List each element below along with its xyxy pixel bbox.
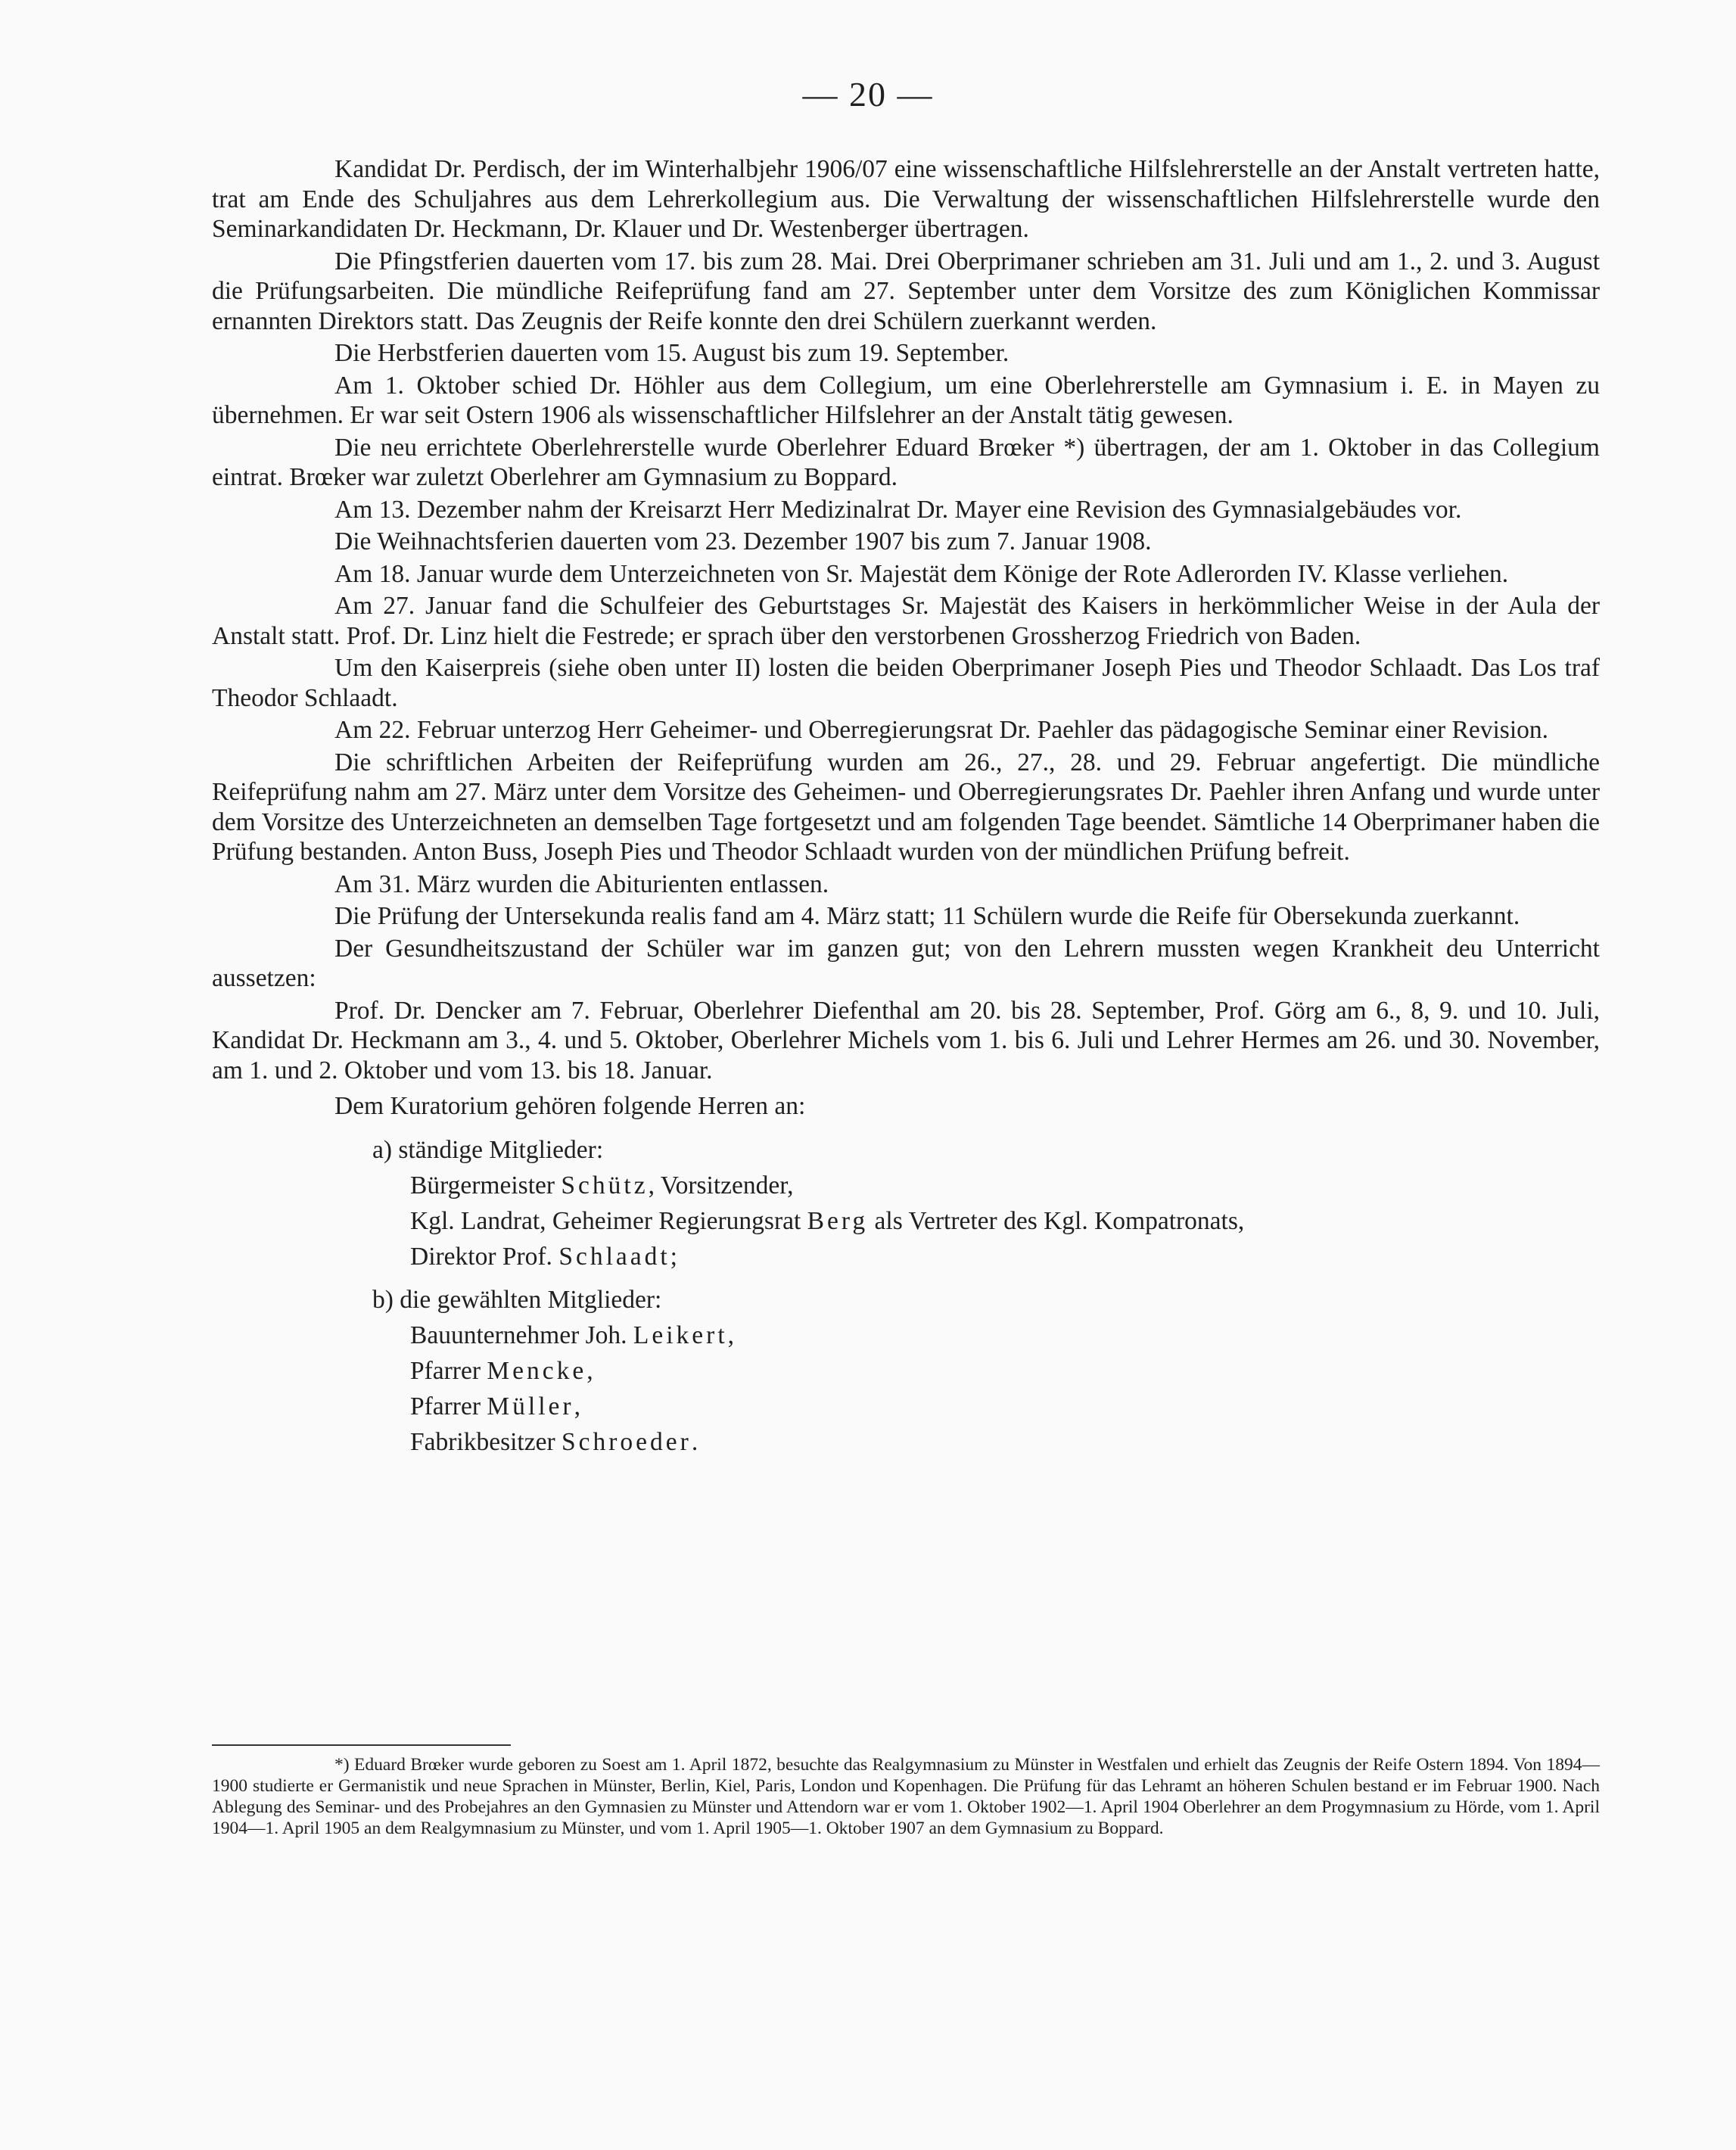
- member-entry: [212, 1239, 1600, 1274]
- body-text: [212, 154, 1600, 1467]
- elected-members-label: b) die gewählten Mitglieder:: [372, 1285, 662, 1314]
- member-entry: [212, 1424, 1600, 1460]
- paragraph: Die Pfingstferien dauerten vom 17. bis zum 28. Mai. Drei Oberprimaner schrieben am 31. Juli und am 1., 2. und 3. August die Prüfungsarbeiten. Die mündliche Reifeprüfung fand am 27. September unter dem Vorsitze des zum Königlichen Kommissar ernannten Direktors statt. Das Zeugnis der Reife konnte den drei Schülern zuerkannt werden.: [212, 247, 1600, 335]
- paragraph: Am 1. Oktober schied Dr. Höhler aus dem Collegium, um eine Oberlehrerstelle am Gymnasium i. E. in Mayen zu übernehmen. Er war seit Ostern 1906 als wissenschaftlicher Hilfslehrer an der Anstalt tätig gewesen.: [212, 371, 1600, 429]
- member-suffix: ,: [574, 1392, 580, 1420]
- paragraph: Am 27. Januar fand die Schulfeier des Geburtstages Sr. Majestät des Kaisers in herkömmlicher Weise in der Aula der Anstalt statt. Prof. Dr. Linz hielt die Festrede; er sprach über den verstorbenen Grossherzog Friedrich von Baden.: [212, 592, 1600, 650]
- member-name: Leikert: [633, 1321, 728, 1349]
- member-suffix: ;: [670, 1242, 677, 1271]
- member-name: Müller: [487, 1392, 574, 1420]
- paragraph: Kandidat Dr. Perdisch, der im Winterhalbjehr 1906/07 eine wissenschaftliche Hilfslehrerstelle an der Anstalt vertreten hatte, trat am Ende des Schuljahres aus dem Lehrerkollegium aus. Die Verwaltung der wissenschaftlichen Hilfslehrerstelle wurde den Seminarkandidaten Dr. Heckmann, Dr. Klauer und Dr. Westenberger übertragen.: [212, 155, 1600, 243]
- footnote-divider: [212, 1744, 511, 1746]
- standing-members-label: a) ständige Mitglieder:: [372, 1135, 604, 1164]
- member-role: Direktor Prof.: [410, 1242, 559, 1271]
- footnote: [212, 1754, 1600, 1839]
- member-name: Berg: [807, 1206, 869, 1235]
- member-name: Schlaadt: [558, 1242, 670, 1271]
- paragraph: Am 22. Februar unterzog Herr Geheimer- und Oberregierungsrat Dr. Paehler das pädagogische Seminar einer Revision.: [334, 716, 1549, 744]
- paragraph: Die Weihnachtsferien dauerten vom 23. Dezember 1907 bis zum 7. Januar 1908.: [334, 527, 1152, 555]
- member-entry: [212, 1203, 1600, 1239]
- member-role: Bürgermeister: [410, 1171, 562, 1199]
- paragraph: Die neu errichtete Oberlehrerstelle wurde Oberlehrer Eduard Brœker *) übertragen, der am 1. Oktober in das Collegium eintrat. Brœker war zuletzt Oberlehrer am Gymnasium zu Boppard.: [212, 433, 1600, 491]
- member-suffix: .: [691, 1427, 698, 1456]
- member-entry: [212, 1389, 1600, 1424]
- page-number: — 20 —: [802, 75, 934, 114]
- paragraph: Prof. Dr. Dencker am 7. Februar, Oberlehrer Diefenthal am 20. bis 28. September, Prof. Görg am 6., 8, 9. und 10. Juli, Kandidat Dr. Heckmann am 3., 4. und 5. Oktober, Oberlehrer Michels vom 1. bis 6. Juli und Lehrer Hermes am 26. und 30. November, am 1. und 2. Oktober und vom 13. bis 18. Januar.: [212, 996, 1600, 1084]
- kuratorium-section: [212, 1091, 1600, 1460]
- member-entry: [212, 1353, 1600, 1389]
- paragraph: Am 13. Dezember nahm der Kreisarzt Herr Medizinalrat Dr. Mayer eine Revision des Gymnasialgebäudes vor.: [334, 495, 1462, 524]
- member-suffix: , Vorsitzender,: [648, 1171, 794, 1199]
- member-name: Mencke: [487, 1356, 587, 1385]
- member-name: Schroeder: [562, 1427, 692, 1456]
- member-suffix: ,: [727, 1321, 735, 1349]
- paragraph: Die Prüfung der Untersekunda realis fand am 4. März statt; 11 Schülern wurde die Reife für Obersekunda zuerkannt.: [334, 902, 1520, 930]
- member-role: Pfarrer: [410, 1392, 487, 1420]
- member-role: Fabrikbesitzer: [410, 1427, 562, 1456]
- paragraph: Um den Kaiserpreis (siehe oben unter II) losten die beiden Oberprimaner Joseph Pies und Theodor Schlaadt. Das Los traf Theodor Schlaadt.: [212, 654, 1600, 712]
- footnote-text: *) Eduard Brœker wurde geboren zu Soest am 1. April 1872, besuchte das Realgymnasium zu Münster in Westfalen und erhielt das Zeugnis der Reife Ostern 1894. Von 1894—1900 studierte er Germanistik und neue Sprachen in Münster, Berlin, Kiel, Paris, London und Kopenhagen. Die Prüfung für das Lehramt an höheren Schulen bestand er im Februar 1900. Nach Ablegung des Seminar- und des Probejahres an den Gymnasien zu Münster und Attendorn war er vom 1. Oktober 1902—1. April 1904 Oberlehrer an dem Progymnasium zu Hörde, vom 1. April 1904—1. April 1905 an dem Realgymnasium zu Münster, und vom 1. April 1905—1. Oktober 1907 an dem Gymnasium zu Boppard.: [212, 1755, 1600, 1838]
- paragraph: Am 31. März wurden die Abiturienten entlassen.: [334, 870, 829, 898]
- paragraph: Die schriftlichen Arbeiten der Reifeprüfung wurden am 26., 27., 28. und 29. Februar angefertigt. Die mündliche Reifeprüfung nahm am 27. März unter dem Vorsitze des Geheimen- und Oberregierungsrates Dr. Paehler ihren Anfang und wurde unter dem Vorsitze des Unterzeichneten an demselben Tage fortgesetzt und am folgenden Tage beendet. Sämtliche 14 Oberprimaner haben die Prüfung bestanden. Anton Buss, Joseph Pies und Theodor Schlaadt wurden von der mündlichen Prüfung befreit.: [212, 748, 1600, 866]
- member-role: Bauunternehmer Joh.: [410, 1321, 633, 1349]
- member-role: Kgl. Landrat, Geheimer Regierungsrat: [410, 1206, 807, 1235]
- kuratorium-intro: Dem Kuratorium gehören folgende Herren an:: [334, 1092, 806, 1120]
- paragraph: Am 18. Januar wurde dem Unterzeichneten von Sr. Majestät dem Könige der Rote Adlerorden IV. Klasse verliehen.: [334, 559, 1509, 588]
- member-role: Pfarrer: [410, 1356, 487, 1385]
- member-suffix: ,: [586, 1356, 593, 1385]
- paragraph: Der Gesundheitszustand der Schüler war im ganzen gut; von den Lehrern mussten wegen Krankheit deu Unterricht aussetzen:: [212, 934, 1600, 992]
- elected-members-group: [212, 1282, 1600, 1460]
- member-entry: [212, 1318, 1600, 1353]
- paragraph: Die Herbstferien dauerten vom 15. August bis zum 19. September.: [334, 339, 1010, 367]
- member-name: Schütz: [561, 1171, 649, 1199]
- member-entry: [212, 1168, 1600, 1203]
- member-suffix: als Vertreter des Kgl. Kompatronats,: [868, 1206, 1245, 1235]
- standing-members-group: [212, 1132, 1600, 1274]
